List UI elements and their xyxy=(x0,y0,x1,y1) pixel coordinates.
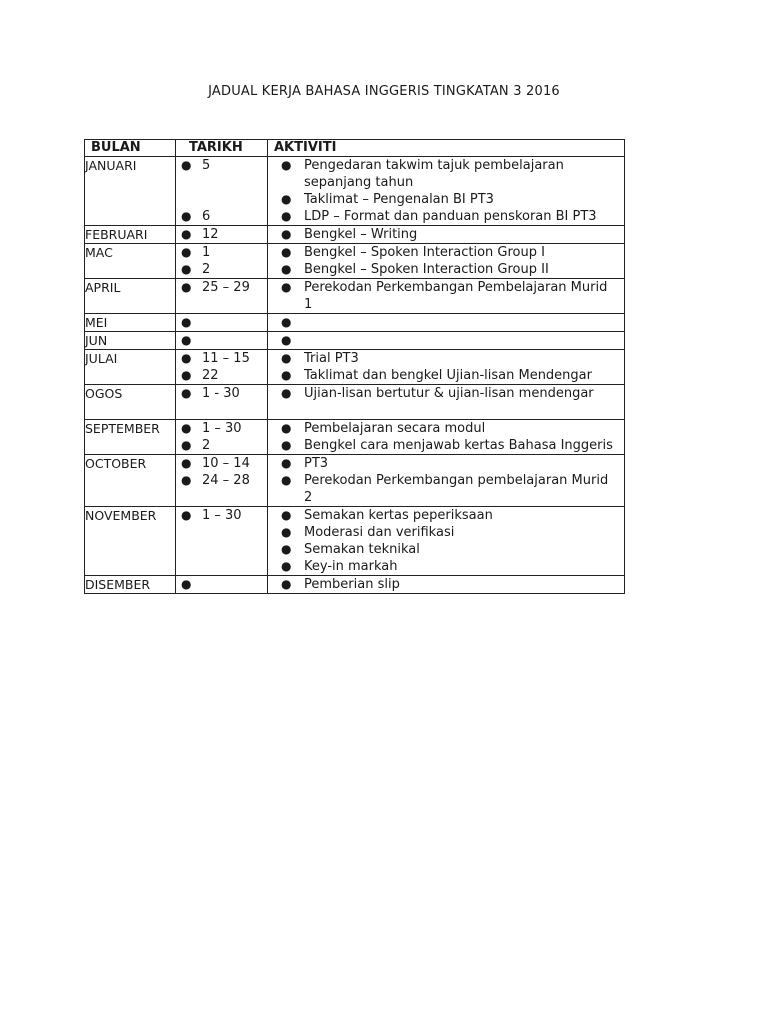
month-cell: SEPTEMBER xyxy=(85,420,176,455)
dates-cell xyxy=(176,226,268,244)
bullet-icon: ● xyxy=(181,209,192,223)
table-row xyxy=(85,576,625,594)
spacer xyxy=(176,191,267,208)
bullet-icon: ● xyxy=(281,421,292,435)
bullet-icon: ● xyxy=(281,386,292,400)
month-cell: MEI xyxy=(85,314,176,332)
table-row xyxy=(85,507,625,576)
bullet-icon: ● xyxy=(281,368,292,382)
dates-cell xyxy=(176,420,268,455)
bullet-icon: ● xyxy=(181,386,192,400)
date-item: ● 22 xyxy=(181,368,219,383)
dates-cell xyxy=(176,314,268,332)
activity-item: ● Bengkel – Spoken Interaction Group II xyxy=(281,262,549,277)
date-item: ● 2 xyxy=(181,438,211,453)
activity-item: ● Key-in markah xyxy=(281,559,398,574)
bullet-icon: ● xyxy=(181,245,192,259)
activity-item: ● Taklimat – Pengenalan BI PT3 xyxy=(281,192,494,207)
bullet-icon: ● xyxy=(281,351,292,365)
activity-item: ● LDP – Format dan panduan penskoran BI PT3 xyxy=(281,209,597,224)
bullet-icon: ● xyxy=(181,280,192,294)
activities-cell xyxy=(268,507,625,576)
dates-cell xyxy=(176,455,268,507)
activities-cell xyxy=(268,226,625,244)
activity-item: ● Taklimat dan bengkel Ujian-lisan Mendengar xyxy=(281,368,592,383)
activity-item: ● Semakan teknikal xyxy=(281,542,420,557)
bullet-icon: ● xyxy=(281,559,292,573)
table-row xyxy=(85,226,625,244)
dates-cell xyxy=(176,332,268,350)
bullet-icon: ● xyxy=(181,438,192,452)
bullet-icon: ● xyxy=(281,525,292,539)
bullet-icon: ● xyxy=(281,508,292,522)
dates-cell xyxy=(176,279,268,314)
date-item: ● 2 xyxy=(181,262,211,277)
date-item: ● 24 – 28 xyxy=(181,473,250,488)
table-row xyxy=(85,332,625,350)
activities-cell xyxy=(268,420,625,455)
document-title: JADUAL KERJA BAHASA INGGERIS TINGKATAN 3 2016 xyxy=(208,84,560,99)
month-cell: DISEMBER xyxy=(85,576,176,594)
table-row xyxy=(85,244,625,279)
month-cell: OCTOBER xyxy=(85,455,176,507)
bullet-icon: ● xyxy=(181,351,192,365)
bullet-icon: ● xyxy=(281,333,292,347)
activities-cell xyxy=(268,385,625,420)
activity-item: ● PT3 xyxy=(281,456,329,471)
activities-cell xyxy=(268,332,625,350)
bullet-icon: ● xyxy=(181,227,192,241)
dates-cell xyxy=(176,576,268,594)
month-cell: MAC xyxy=(85,244,176,279)
activity-item: ● Bengkel – Writing xyxy=(281,227,418,242)
month-cell: JULAI xyxy=(85,350,176,385)
bullet-icon: ● xyxy=(181,262,192,276)
activities-cell xyxy=(268,314,625,332)
bullet-icon: ● xyxy=(281,227,292,241)
date-item: ● 1 – 30 xyxy=(181,508,242,523)
activity-item: ● Perekodan Perkembangan Pembelajaran Murid 1 xyxy=(281,280,608,312)
dates-cell xyxy=(176,385,268,420)
table-row xyxy=(85,350,625,385)
activities-cell xyxy=(268,157,625,226)
date-item: ● 5 xyxy=(181,158,211,173)
table-row xyxy=(85,279,625,314)
table-row xyxy=(85,385,625,420)
bullet-icon: ● xyxy=(281,456,292,470)
activity-item: ● Semakan kertas peperiksaan xyxy=(281,508,493,523)
bullet-icon: ● xyxy=(281,245,292,259)
bullet-icon: ● xyxy=(181,333,192,347)
table-row xyxy=(85,420,625,455)
month-cell: NOVEMBER xyxy=(85,507,176,576)
bullet-icon: ● xyxy=(281,542,292,556)
bullet-icon: ● xyxy=(181,508,192,522)
bullet-icon: ● xyxy=(181,368,192,382)
activity-item: ● Moderasi dan verifikasi xyxy=(281,525,455,540)
bullet-icon: ● xyxy=(281,473,292,487)
bullet-icon: ● xyxy=(181,577,192,591)
bullet-icon: ● xyxy=(281,209,292,223)
dates-cell xyxy=(176,507,268,576)
activity-item: ● Bengkel cara menjawab kertas Bahasa Inggeris xyxy=(281,438,613,453)
activity-item: ● Pemberian slip xyxy=(281,577,400,592)
bullet-icon: ● xyxy=(281,315,292,329)
date-item: ● 1 – 30 xyxy=(181,421,242,436)
header-bulan: BULAN xyxy=(85,140,176,157)
activities-cell xyxy=(268,455,625,507)
spacer xyxy=(268,402,624,419)
activity-item: ● Pembelajaran secara modul xyxy=(281,421,486,436)
date-item: ● 1 - 30 xyxy=(181,386,240,401)
header-row xyxy=(85,140,625,157)
dates-cell xyxy=(176,244,268,279)
date-item: ● 1 xyxy=(181,245,211,260)
schedule-table xyxy=(84,139,625,594)
bullet-icon: ● xyxy=(181,421,192,435)
bullet-icon: ● xyxy=(281,438,292,452)
bullet-icon: ● xyxy=(281,577,292,591)
bullet-icon: ● xyxy=(181,456,192,470)
header-tarikh: TARIKH xyxy=(176,140,268,157)
bullet-icon: ● xyxy=(281,158,292,172)
spacer xyxy=(176,174,267,191)
dates-cell xyxy=(176,157,268,226)
dates-cell xyxy=(176,350,268,385)
activities-cell xyxy=(268,279,625,314)
bullet-icon: ● xyxy=(181,315,192,329)
table-row xyxy=(85,157,625,226)
date-item: ● 10 – 14 xyxy=(181,456,250,471)
activity-item: ● Bengkel – Spoken Interaction Group I xyxy=(281,245,545,260)
activities-cell xyxy=(268,350,625,385)
bullet-icon: ● xyxy=(281,280,292,294)
activities-cell xyxy=(268,244,625,279)
bullet-icon: ● xyxy=(181,158,192,172)
activities-cell xyxy=(268,576,625,594)
month-cell: APRIL xyxy=(85,279,176,314)
date-item: ● 25 – 29 xyxy=(181,280,250,295)
activity-item: ● Ujian-lisan bertutur & ujian-lisan mendengar xyxy=(281,386,594,401)
bullet-icon: ● xyxy=(281,192,292,206)
month-cell: OGOS xyxy=(85,385,176,420)
month-cell: JANUARI xyxy=(85,157,176,226)
table-row xyxy=(85,455,625,507)
date-item: ● 12 xyxy=(181,227,219,242)
table-row xyxy=(85,314,625,332)
month-cell: JUN xyxy=(85,332,176,350)
activity-item: ● Trial PT3 xyxy=(281,351,359,366)
bullet-icon: ● xyxy=(281,262,292,276)
header-aktiviti: AKTIVITI xyxy=(268,140,625,157)
month-cell: FEBRUARI xyxy=(85,226,176,244)
bullet-icon: ● xyxy=(181,473,192,487)
date-item: ● 11 – 15 xyxy=(181,351,250,366)
activity-item: ● Pengedaran takwim tajuk pembelajaran sepanjang tahun xyxy=(281,158,564,190)
activity-item: ● Perekodan Perkembangan pembelajaran Murid 2 xyxy=(281,473,609,505)
date-item: ● 6 xyxy=(181,209,211,224)
